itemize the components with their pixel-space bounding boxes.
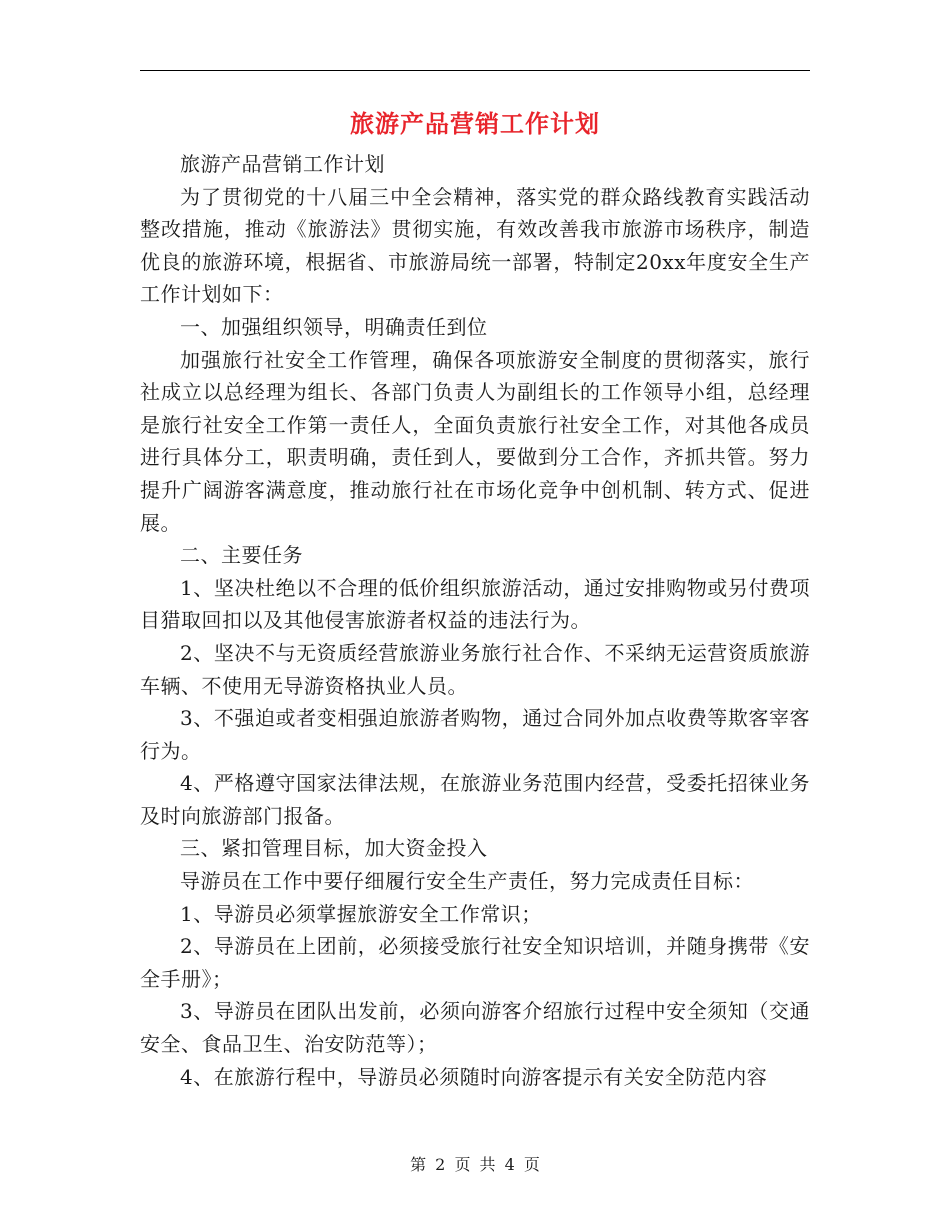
list-item: 4、严格遵守国家法律法规，在旅游业务范围内经营，受委托招徕业务及时向旅游部门报备。 [140,771,810,828]
list-item: 1、导游员必须掌握旅游安全工作常识； [180,901,542,926]
list-item: 3、不强迫或者变相强迫旅游者购物，通过合同外加点收费等欺客宰客行为。 [140,706,810,763]
section-heading-3: 三、紧扣管理目标，加大资金投入 [180,836,488,861]
page-number: 第 2 页 共 4 页 [410,1155,540,1174]
header-rule [140,70,810,71]
paragraph: 导游员在工作中要仔细履行安全生产责任，努力完成责任目标： [180,869,754,894]
document-title: 旅游产品营销工作计划 [350,109,600,138]
paragraph: 加强旅行社安全工作管理，确保各项旅游安全制度的贯彻落实，旅行社成立以总经理为组长、各部门负责人为副组长的工作领导小组，总经理是旅行社安全工作第一责任人，全面负责旅行社安全工作，对其他各成员进行具体分工，职责明确，责任到人，要做到分工合作，齐抓共管。努力提升广阔游客满意度，推动旅行社在市场化竞争中创机制、转方式、促进展。 [140,347,810,535]
list-item: 2、坚决不与无资质经营旅游业务旅行社合作、不采纳无运营资质旅游车辆、不使用无导游资格执业人员。 [140,640,810,698]
list-item: 4、在旅游行程中，导游员必须随时向游客提示有关安全防范内容 [180,1064,768,1089]
list-item: 1、坚决杜绝以不合理的低价组织旅游活动，通过安排购物或另付费项目猎取回扣以及其他侵害旅游者权益的违法行为。 [140,575,810,633]
list-item: 3、导游员在团队出发前，必须向游客介绍旅行过程中安全须知（交通安全、食品卫生、治安防范等）； [140,999,810,1057]
paragraph-subtitle: 旅游产品营销工作计划 [180,152,385,176]
document-body [140,148,810,1093]
section-heading-2: 二、主要任务 [180,543,303,568]
section-heading-1: 一、加强组织领导，明确责任到位 [180,314,488,339]
paragraph-intro: 为了贯彻党的十八届三中全会精神，落实党的群众路线教育实践活动整改措施，推动《旅游法》贯彻实施，有效改善我市旅游市场秩序，制造优良的旅游环境，根据省、市旅游局统一部署，特制定20xx年度安全生产工作计划如下： [140,184,810,307]
list-item: 2、导游员在上团前，必须接受旅行社安全知识培训，并随身携带《安全手册》； [140,934,810,991]
